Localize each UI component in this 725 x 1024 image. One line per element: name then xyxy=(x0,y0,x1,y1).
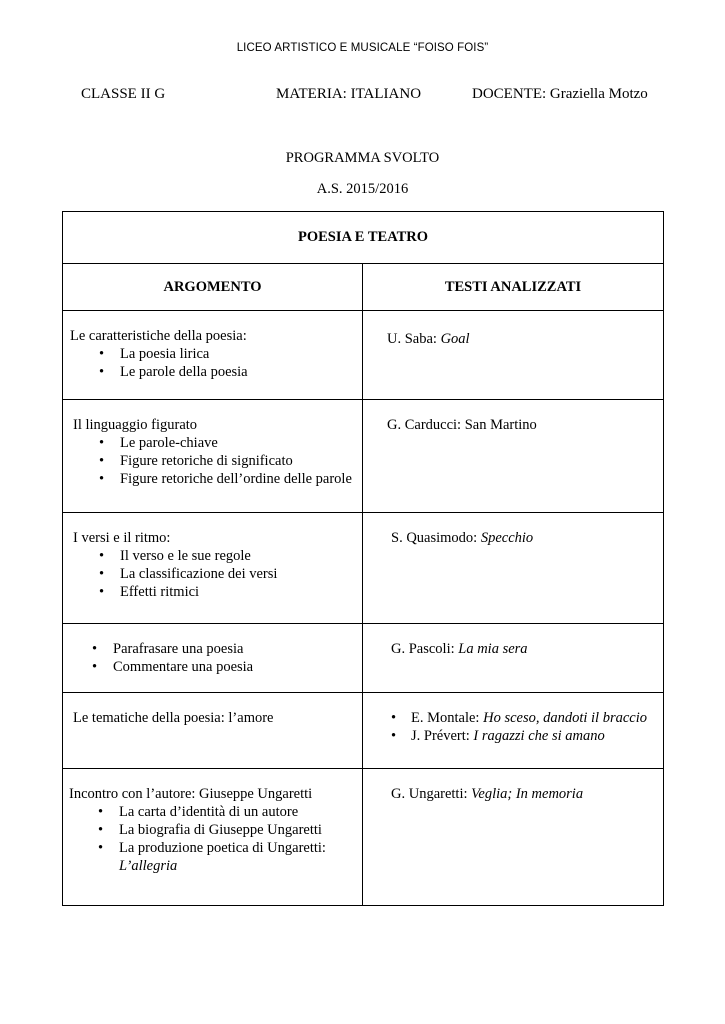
list-item xyxy=(119,839,354,875)
topic-intro: Incontro con l’autore: Giuseppe Ungaretti xyxy=(69,786,313,802)
list-item-text: La produzione poetica di Ungaretti: xyxy=(119,840,326,856)
topic-list xyxy=(73,547,354,601)
topic-list xyxy=(69,803,354,875)
topic-cell xyxy=(63,693,363,769)
text-author: G. Ungaretti: xyxy=(391,786,472,802)
topic-intro: I versi e il ritmo: xyxy=(73,530,171,546)
texts-cell xyxy=(363,311,664,400)
table-row xyxy=(63,769,664,906)
text-title: Specchio xyxy=(480,530,534,546)
list-item: • La carta d’identità di un autore xyxy=(119,803,354,821)
topic-list xyxy=(73,434,354,488)
list-item: • Le parole della poesia xyxy=(120,363,354,381)
text-author: G. Carducci: San Martino xyxy=(387,417,537,433)
texts-cell xyxy=(363,513,664,624)
text-author: U. Saba: xyxy=(387,331,441,347)
list-item: • Commentare una poesia xyxy=(113,658,354,676)
column-header-testi: TESTI ANALIZZATI xyxy=(363,264,664,311)
topic-list xyxy=(70,345,354,381)
table-row xyxy=(63,624,664,693)
table-row xyxy=(63,513,664,624)
topic-cell xyxy=(63,513,363,624)
topic-cell xyxy=(63,624,363,693)
topic-intro: Le caratteristiche della poesia: xyxy=(70,328,247,344)
topic-cell xyxy=(63,400,363,513)
column-header-row xyxy=(63,264,664,311)
text-author: S. Quasimodo: xyxy=(391,530,481,546)
list-item xyxy=(411,709,655,727)
texts-cell xyxy=(363,693,664,769)
text-author: G. Pascoli: xyxy=(391,641,459,657)
list-item: • Il verso e le sue regole xyxy=(120,547,354,565)
text-title: I ragazzi che si amano xyxy=(473,728,605,744)
texts-cell xyxy=(363,624,664,693)
school-name: LICEO ARTISTICO E MUSICALE “FOISO FOIS” xyxy=(236,42,489,54)
subject-label: MATERIA: ITALIANO xyxy=(276,86,422,102)
topic-cell xyxy=(63,311,363,400)
text-author: E. Montale: xyxy=(411,710,484,726)
table-row xyxy=(63,400,664,513)
school-year: A.S. 2015/2016 xyxy=(316,181,409,197)
table-row xyxy=(63,311,664,400)
texts-cell xyxy=(363,400,664,513)
list-item: • Parafrasare una poesia xyxy=(113,640,354,658)
column-header-argomento: ARGOMENTO xyxy=(63,264,363,311)
topic-intro: Le tematiche della poesia: l’amore xyxy=(73,710,274,726)
list-item: • La poesia lirica xyxy=(120,345,354,363)
topic-list xyxy=(71,640,354,676)
texts-list xyxy=(387,709,655,745)
table-row xyxy=(63,693,664,769)
topic-intro: Il linguaggio figurato xyxy=(73,417,198,433)
section-header-row xyxy=(63,212,664,264)
list-item: • Figure retoriche di significato xyxy=(120,452,354,470)
list-item: • Effetti ritmici xyxy=(120,583,354,601)
list-item: • Figure retoriche dell’ordine delle parole xyxy=(120,470,354,488)
list-item: • La classificazione dei versi xyxy=(120,565,354,583)
program-table xyxy=(62,211,664,906)
texts-cell xyxy=(363,769,664,906)
list-item-italic: L’allegria xyxy=(119,858,178,874)
text-author: J. Prévert: xyxy=(411,728,474,744)
list-item xyxy=(411,727,655,745)
class-label: CLASSE II G xyxy=(81,86,166,102)
program-title: PROGRAMMA SVOLTO xyxy=(285,150,440,166)
text-title: Goal xyxy=(440,331,470,347)
section-title: POESIA E TEATRO xyxy=(63,212,664,264)
text-title: La mia sera xyxy=(458,641,528,657)
text-title: Veglia; In memoria xyxy=(471,786,584,802)
teacher-label: DOCENTE: Graziella Motzo xyxy=(472,86,648,102)
list-item: • La biografia di Giuseppe Ungaretti xyxy=(119,821,354,839)
text-title: Ho sceso, dandoti il braccio xyxy=(483,710,648,726)
list-item: • Le parole-chiave xyxy=(120,434,354,452)
topic-cell xyxy=(63,769,363,906)
